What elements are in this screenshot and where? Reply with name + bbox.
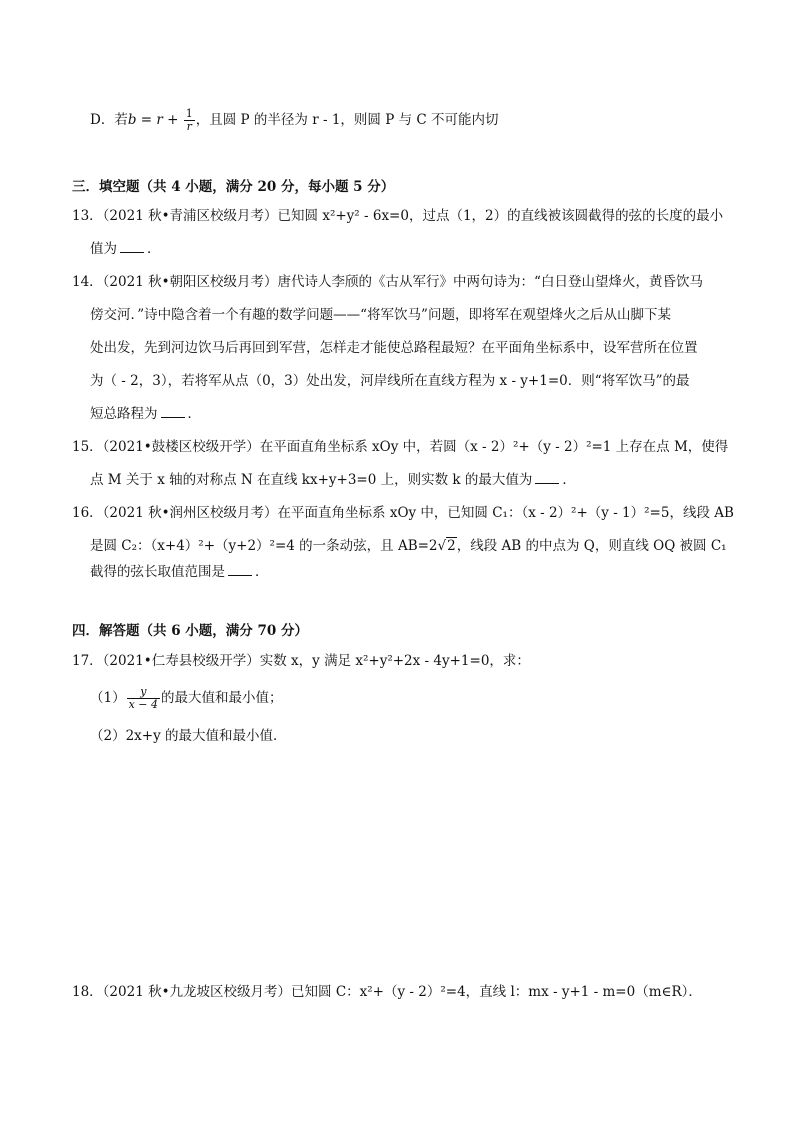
- section-4-title: 四．解答题（共 6 小题，满分 70 分）: [72, 623, 308, 639]
- q13-line-2: 值为 ．: [90, 241, 161, 257]
- q14-line-3: 处出发，先到河边饮马后再回到军营，怎样走才能使总路程最短？在平面角坐标系中，设军营所在位置: [90, 340, 698, 356]
- answer-blank[interactable]: [228, 562, 252, 576]
- q18-line-1: 18．（2021 秋•九龙坡区校级月考）已知圆 C：x²+（y - 2）²=4，直线 l：mx - y+1 - m=0（m∈R）．: [72, 984, 702, 1000]
- sqrt-symbol: √2: [437, 538, 456, 554]
- q16-line-1: 16．（2021 秋•润州区校级月考）在平面直角坐标系 xOy 中，已知圆 C₁：（x - 2）²+（y - 1）²=5，线段 AB: [72, 505, 734, 521]
- q17-line-1: 17．（2021•仁寿县校级开学）实数 x，y 满足 x²+y²+2x - 4y+1=0，求：: [72, 653, 530, 669]
- option-d-text: ，且圆 P 的半径为 r - 1，则圆 P 与 C 不可能内切: [195, 112, 499, 128]
- answer-blank[interactable]: [161, 404, 185, 418]
- q15-line-2: 点 M 关于 x 轴的对称点 N 在直线 kx+y+3=0 上，则实数 k 的最大值为 ．: [90, 472, 576, 488]
- q13-line-1: 13．（2021 秋•青浦区校级月考）已知圆 x²+y² - 6x=0，过点（1，2）的直线被该圆截得的弦的长度的最小: [72, 208, 724, 224]
- section-3-title: 三．填空题（共 4 小题，满分 20 分，每小题 5 分）: [72, 179, 395, 195]
- q14-line-1: 14．（2021 秋•朝阳区校级月考）唐代诗人李颀的《古从军行》中两句诗为：“白日登山望烽火，黄昏饮马: [72, 274, 703, 290]
- answer-blank[interactable]: [120, 239, 144, 253]
- fraction-y-over-x-minus-4: $\frac{y}{x - 4}$: [128, 685, 159, 711]
- q14-line-2: 傍交河．”诗中隐含着一个有趣的数学问题——“将军饮马”问题，即将军在观望烽火之后从山脚下某: [90, 307, 671, 323]
- answer-blank[interactable]: [535, 470, 559, 484]
- q16-line-2: 是圆 C₂：（x+4）²+（y+2）²=4 的一条动弦，且 AB=2√2，线段 AB 的中点为 Q，则直线 OQ 被圆 C₁: [90, 538, 727, 554]
- q17-part-2: （2）2x+y 的最大值和最小值．: [90, 728, 287, 744]
- fraction-1-over-r: $\frac{1}{r}$: [185, 107, 193, 133]
- option-d: D．若b = r + $\frac{1}{r}$ ，且圆 P 的半径为 r - 1，则圆 P 与 C 不可能内切: [90, 107, 499, 133]
- q16-line-3: 截得的弦长取值范围是 ．: [90, 564, 269, 580]
- q17-part-1: （1） $\frac{y}{x - 4}$ 的最大值和最小值；: [90, 685, 283, 711]
- q14-line-4: 为（ - 2，3），若将军从点（0，3）处出发，河岸线所在直线方程为 x - y+1=0．则“将军饮马”的最: [90, 373, 690, 389]
- q14-line-5: 短总路程为 ．: [90, 406, 201, 422]
- option-d-label: D．若: [90, 112, 128, 128]
- q15-line-1: 15．（2021•鼓楼区校级开学）在平面直角坐标系 xOy 中，若圆（x - 2）²+（y - 2）²=1 上存在点 M，使得: [72, 439, 729, 455]
